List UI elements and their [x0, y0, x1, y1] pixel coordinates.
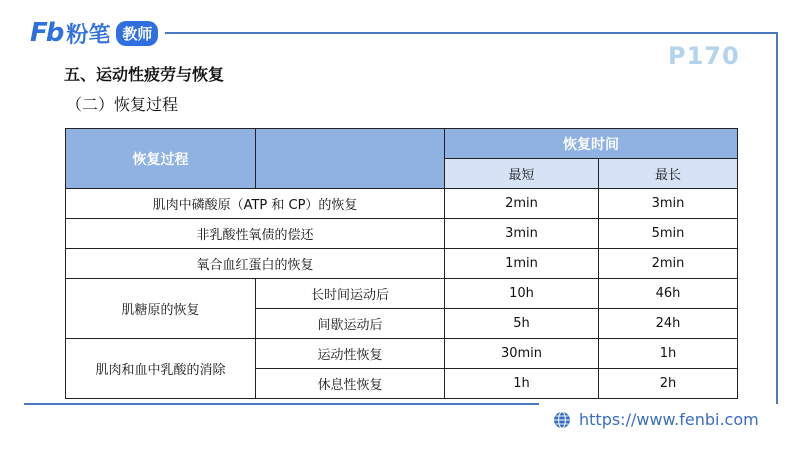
- shortest-cell: 1min: [445, 249, 599, 279]
- longest-cell: 2min: [599, 249, 738, 279]
- section-subheading: （二）恢复过程: [66, 95, 179, 114]
- longest-cell: 2h: [599, 369, 738, 399]
- group-process-cell: 肌糖原的恢复: [66, 279, 256, 339]
- frame-right-line: [776, 32, 778, 404]
- header-blank: [256, 129, 445, 189]
- longest-cell: 46h: [599, 279, 738, 309]
- table-row: [66, 339, 738, 369]
- recovery-table: [65, 128, 738, 399]
- shortest-cell: 1h: [445, 369, 599, 399]
- section-heading: 五、运动性疲劳与恢复: [64, 65, 225, 84]
- shortest-cell: 2min: [445, 189, 599, 219]
- frame-bottom-line: [24, 403, 539, 405]
- shortest-cell: 3min: [445, 219, 599, 249]
- fenbi-logo: [30, 18, 158, 48]
- page-number: P170: [668, 42, 740, 70]
- condition-cell: 运动性恢复: [256, 339, 445, 369]
- logo-brand: 粉笔: [66, 22, 111, 48]
- table-row: [66, 189, 738, 219]
- longest-cell: 24h: [599, 309, 738, 339]
- condition-cell: 休息性恢复: [256, 369, 445, 399]
- header-longest: 最长: [599, 159, 738, 189]
- condition-cell: 长时间运动后: [256, 279, 445, 309]
- shortest-cell: 10h: [445, 279, 599, 309]
- process-cell: 肌肉中磷酸原（ATP 和 CP）的恢复: [66, 189, 445, 219]
- globe-icon: [553, 411, 571, 429]
- logo-mark: Fb: [30, 18, 63, 48]
- footer-url-link[interactable]: https://www.fenbi.com: [579, 410, 759, 429]
- shortest-cell: 5h: [445, 309, 599, 339]
- longest-cell: 3min: [599, 189, 738, 219]
- table-row: [66, 279, 738, 309]
- longest-cell: 5min: [599, 219, 738, 249]
- logo-tag: 教师: [116, 21, 158, 46]
- longest-cell: 1h: [599, 339, 738, 369]
- process-cell: 非乳酸性氧债的偿还: [66, 219, 445, 249]
- header-process: 恢复过程: [66, 129, 256, 189]
- group-process-cell: 肌肉和血中乳酸的消除: [66, 339, 256, 399]
- process-cell: 氧合血红蛋白的恢复: [66, 249, 445, 279]
- footer: [553, 410, 759, 429]
- header-row: [66, 129, 738, 159]
- table-row: [66, 219, 738, 249]
- table-row: [66, 249, 738, 279]
- condition-cell: 间歇运动后: [256, 309, 445, 339]
- header-time: 恢复时间: [445, 129, 738, 159]
- header-shortest: 最短: [445, 159, 599, 189]
- shortest-cell: 30min: [445, 339, 599, 369]
- frame-top-line: [165, 32, 777, 34]
